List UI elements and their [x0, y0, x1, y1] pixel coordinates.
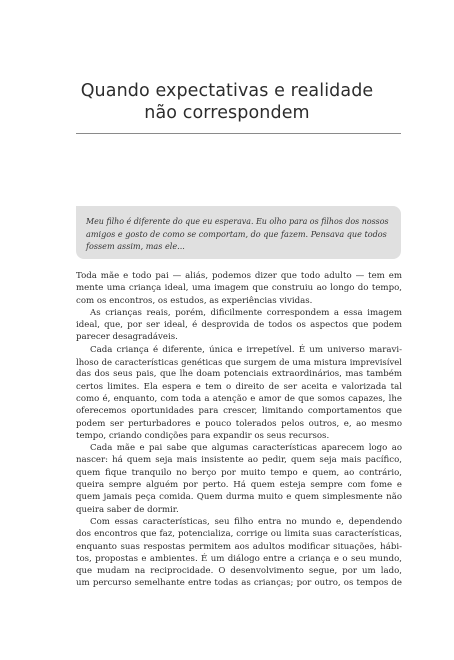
text-line: tos, propostas e ambientes. É um diálogo entre a criança e o seu mundo,: [76, 553, 402, 564]
text-line: queira saber de dormir.: [76, 504, 179, 515]
chapter-title-line-1: Quando expectativas e realidade: [80, 81, 374, 101]
text-line: como é, enquanto, com toda a atenção e amor de que somos capazes, lhe: [76, 393, 402, 404]
text-line: certos limites. Ela espera e tem o direito de ser aceita e valorizada tal: [76, 381, 402, 392]
text-line: nascer: há quem seja mais insistente ao pedir, quem seja mais pacífico,: [76, 455, 402, 466]
paragraph: [76, 270, 402, 307]
text-line: podem ser perturbadores e pouco tolerados pelos outros, e, ao mesmo: [76, 418, 402, 429]
text-line: tempo, criando condições para expandir os seus recursos.: [76, 430, 330, 441]
text-line: ideal, que, por ser ideal, é desprovida de todos os aspectos que podem: [76, 320, 402, 331]
text-line: Toda mãe e todo pai — aliás, podemos dizer que todo adulto — tem em: [76, 271, 402, 281]
paragraph: [76, 516, 402, 590]
text-line: dos encontros que faz, potencializa, corrige ou limita suas características,: [76, 529, 402, 540]
chapter-title-line-2: não correspondem: [144, 103, 310, 123]
text-line: das dos seus pais, que lhe doam potenciais extraordinários, mas também: [76, 369, 402, 380]
epigraph-line: amigos e gosto de como se comportam, do que fazem. Pensava que todos: [86, 229, 387, 239]
body-text: [76, 270, 402, 590]
epigraph-box: [76, 206, 401, 259]
text-line: oferecemos oportunidades para crescer, limitando comportamentos que: [76, 406, 402, 417]
text-line: que mudam na reciprocidade. O desenvolvimento segue, por um lado,: [76, 566, 402, 577]
text-line: mente uma criança ideal, uma imagem que construiu ao longo do tempo,: [76, 283, 402, 294]
paragraph: [76, 307, 402, 344]
text-line: um percurso semelhante entre todas as crianças; por outro, os tempos de: [76, 578, 402, 589]
text-line: As crianças reais, porém, dificilmente correspondem a essa imagem: [90, 307, 402, 318]
text-line: quem jamais peça comida. Quem durma muito e quem simplesmente não: [76, 492, 402, 503]
paragraph: [76, 442, 402, 516]
text-line: lhoso de características genéticas que surgem de uma mistura imprevisível: [76, 357, 402, 368]
text-line: Com essas características, seu filho entra no mundo e, dependendo: [90, 516, 402, 527]
text-line: parecer desagradáveis.: [76, 332, 178, 343]
text-line: com os encontros, os estudos, as experiências vividas.: [76, 295, 313, 306]
text-line: queira sempre alguém por perto. Há quem esteja sempre com fome e: [76, 480, 402, 491]
chapter-title: [0, 80, 454, 124]
title-divider: [76, 133, 401, 134]
text-line: quem fique tranquilo no berço por muito tempo e quem, ao contrário,: [76, 467, 402, 478]
text-line: Cada criança é diferente, única e irrepetível. É um universo maravi-: [90, 344, 402, 355]
epigraph-line: fossem assim, mas ele...: [86, 241, 185, 251]
text-line: Cada mãe e pai sabe que algumas características aparecem logo ao: [90, 443, 402, 454]
text-line: enquanto suas respostas permitem aos adultos modificar situações, hábi-: [76, 541, 402, 552]
epigraph-line: Meu filho é diferente do que eu esperava. Eu olho para os filhos dos nossos: [86, 217, 389, 226]
paragraph: [76, 344, 402, 442]
